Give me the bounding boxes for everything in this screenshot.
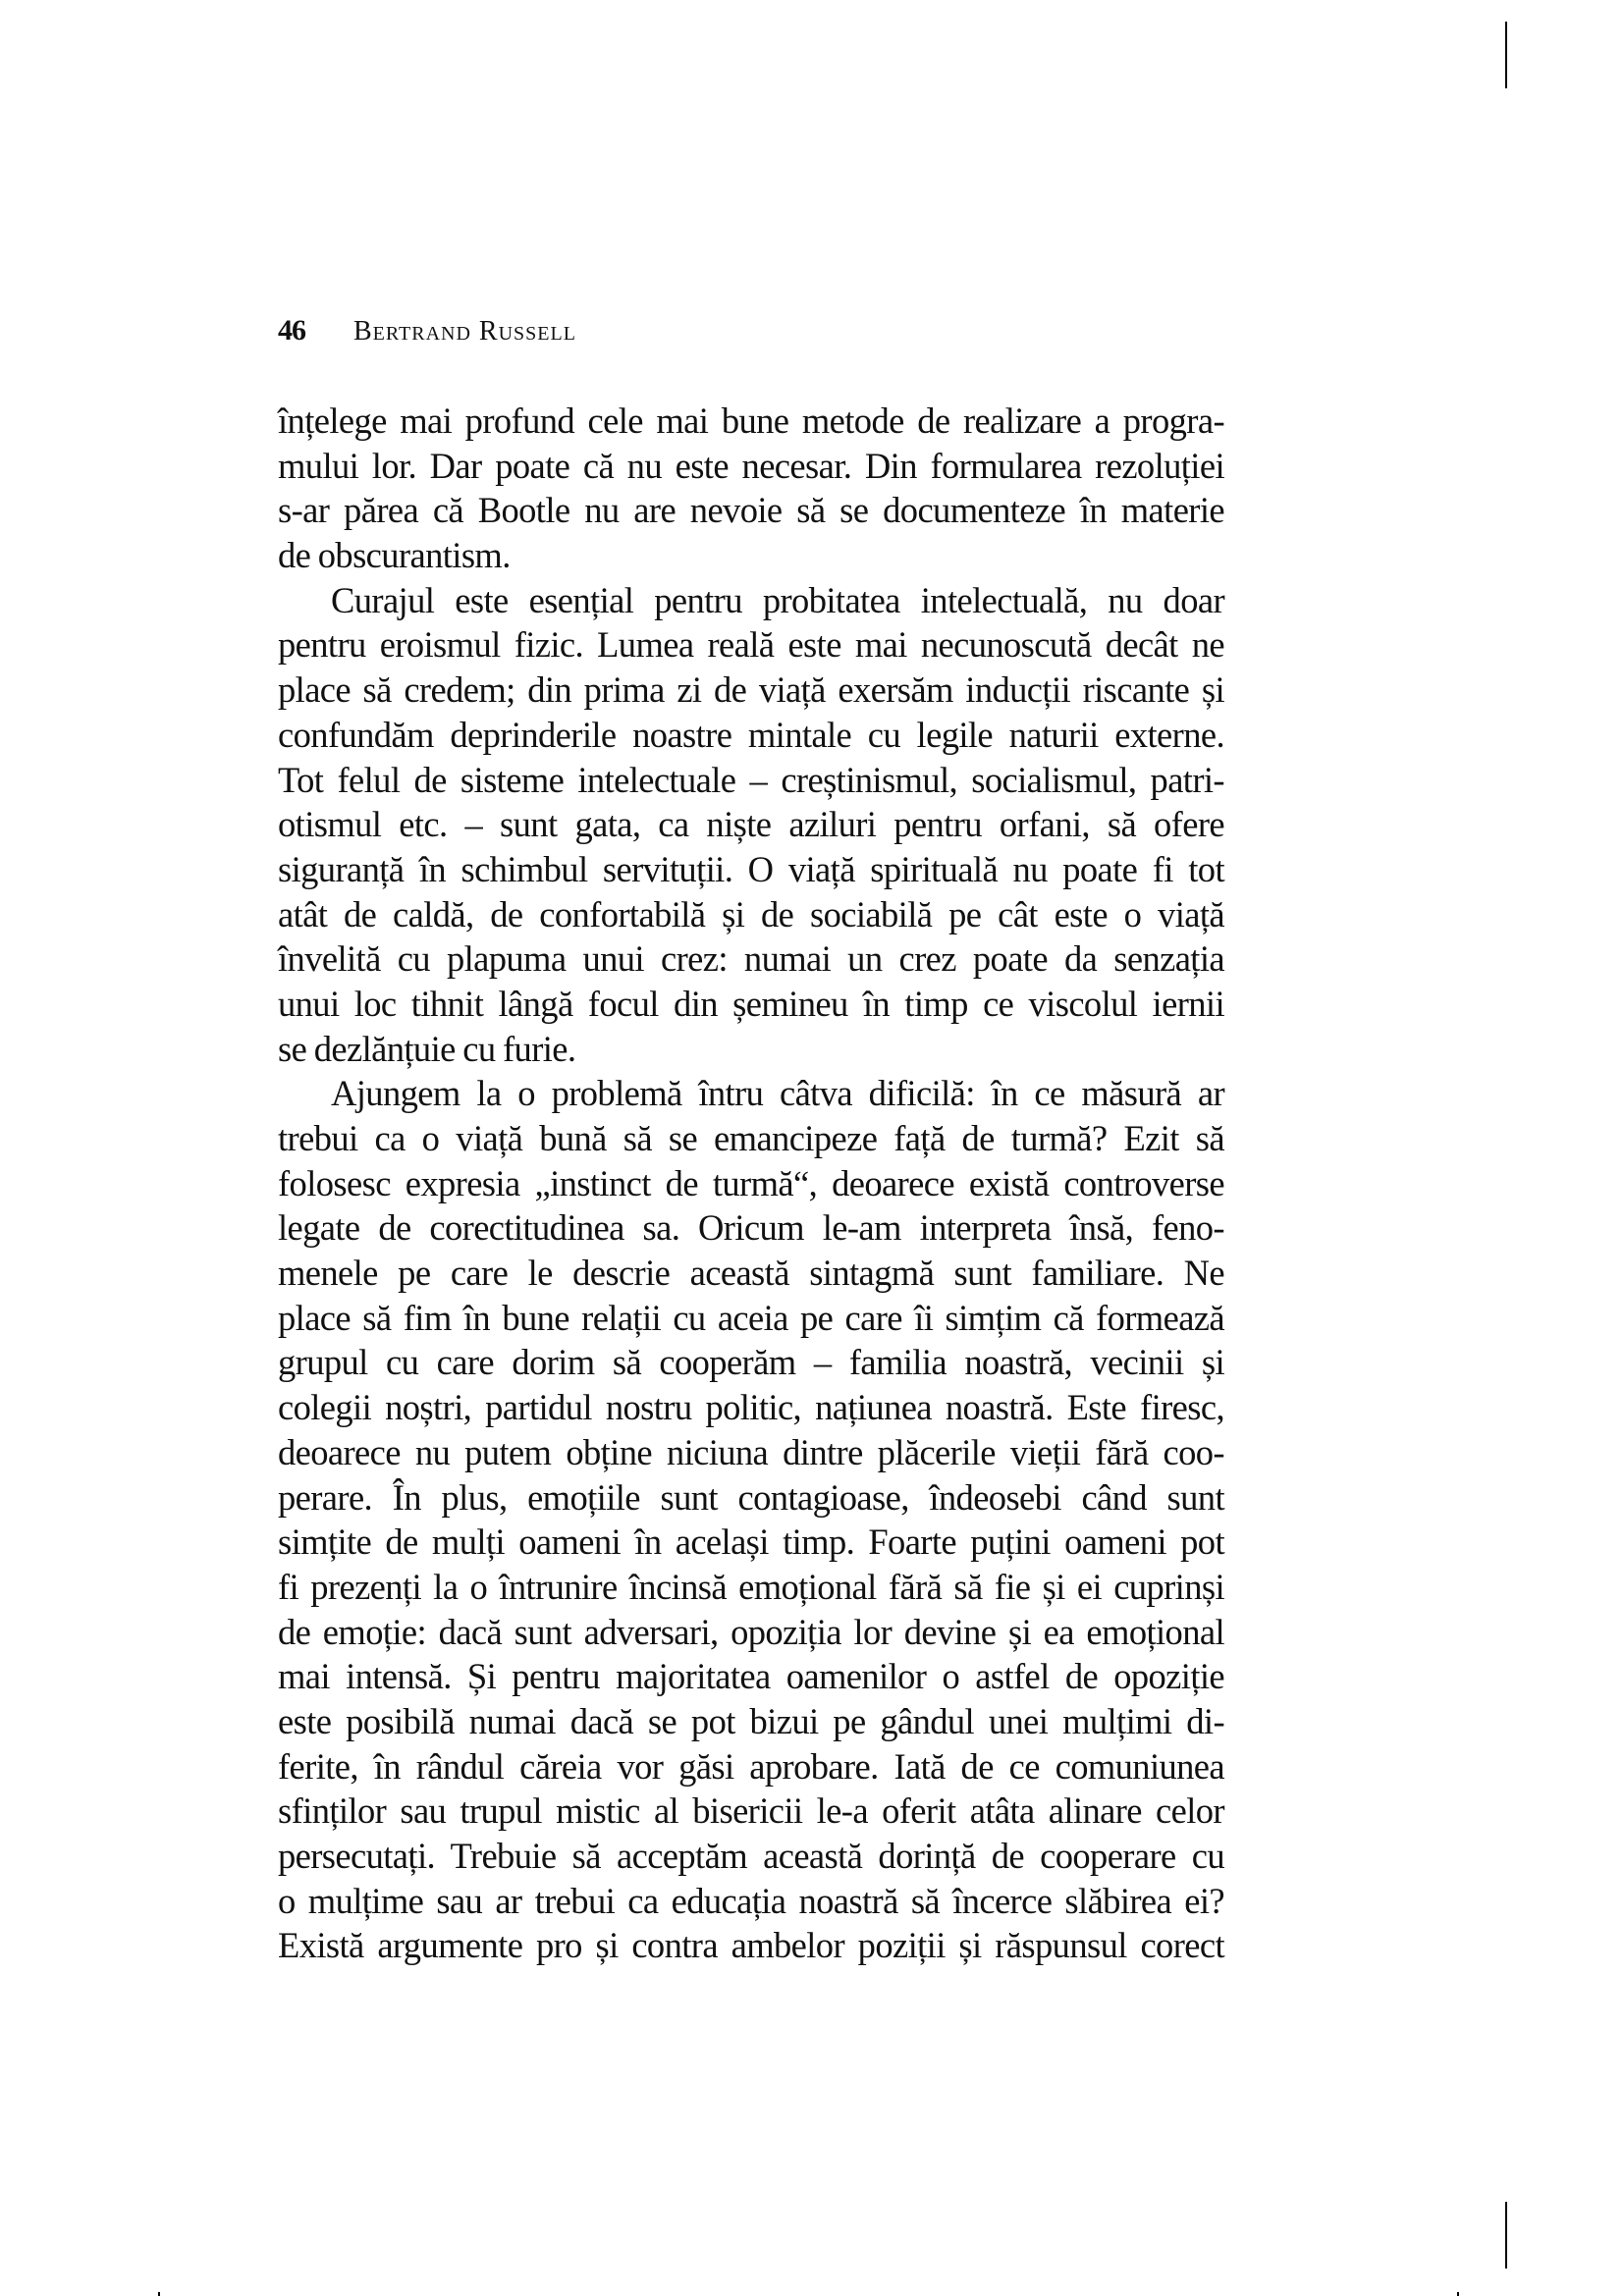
paragraph <box>278 578 1224 1072</box>
text-line: persecutați. Trebuie să acceptăm această dorință de cooperare cu <box>278 1836 1224 1876</box>
text-line: folosesc expresia „instinct de turmă“, deoarece există controverse <box>278 1162 1224 1203</box>
text-line: atât de caldă, de confortabilă și de sociabilă pe cât este o viață <box>278 893 1224 934</box>
text-line: ferite, în rândul căreia vor găsi aprobare. Iată de ce comuniunea <box>278 1745 1224 1787</box>
text-line: trebui ca o viață bună să se emancipeze față de turmă? Ezit să <box>278 1118 1224 1158</box>
crop-mark-bottom-right <box>1505 2202 1507 2269</box>
text-line: Există argumente pro și contra ambelor poziții și răspunsul corect <box>278 1925 1224 1966</box>
text-line: otismul etc. – sunt gata, ca niște aziluri pentru orfani, să ofere <box>278 804 1224 845</box>
text-line: Ajungem la o problemă întru câtva dificilă: în ce măsură ar <box>331 1073 1224 1114</box>
running-head <box>278 316 576 346</box>
text-line: este posibilă numai dacă se pot bizui pe gândul unei mulțimi di- <box>278 1700 1224 1741</box>
running-title: Bertrand Russell <box>353 316 576 347</box>
text-line: de obscurantism. <box>278 535 511 576</box>
crop-mark-top-right <box>1505 22 1507 88</box>
text-line: sfinților sau trupul mistic al bisericii le-a oferit atâta alinare celor <box>278 1790 1224 1832</box>
paragraph <box>278 399 1224 578</box>
text-line: învelită cu plapuma unui crez: numai un crez poate da senzația <box>278 938 1224 980</box>
text-line: Curajul este esențial pentru probitatea intelectuală, nu doar <box>331 579 1224 620</box>
crop-tick-bottom-left <box>158 2292 160 2296</box>
paragraph <box>278 1071 1224 1968</box>
text-line: grupul cu care dorim să cooperăm – familia noastră, vecinii și <box>278 1342 1224 1383</box>
page-number: 46 <box>278 314 305 347</box>
text-line: se dezlănțuie cu furie. <box>278 1028 576 1069</box>
text-line: colegii noștri, partidul nostru politic, națiunea noastră. Este firesc, <box>278 1387 1224 1428</box>
text-line: mului lor. Dar poate că nu este necesar. Din formularea rezoluției <box>278 445 1224 486</box>
text-line: simțite de mulți oameni în același timp. Foarte puțini oameni pot <box>278 1522 1224 1563</box>
text-line: siguranță în schimbul servituții. O viață spirituală nu poate fi tot <box>278 848 1224 889</box>
text-line: fi prezenți la o întrunire încinsă emoțional fără să fie și ei cuprinși <box>278 1566 1224 1607</box>
text-line: place să fim în bune relații cu aceia pe care îi simțim că formează <box>278 1297 1224 1338</box>
text-line: Tot felul de sisteme intelectuale – creștinismul, socialismul, patri- <box>278 759 1224 800</box>
text-line: confundăm deprinderile noastre mintale cu legile naturii externe. <box>278 714 1224 755</box>
text-line: place să credem; din prima zi de viață exersăm inducții riscante și <box>278 669 1224 711</box>
body-text <box>278 399 1224 1968</box>
text-line: s-ar părea că Bootle nu are nevoie să se documenteze în materie <box>278 490 1224 531</box>
text-line: o mulțime sau ar trebui ca educația noastră să încerce slăbirea ei? <box>278 1880 1224 1921</box>
text-line: perare. În plus, emoțiile sunt contagioase, îndeosebi când sunt <box>278 1476 1224 1518</box>
text-line: legate de corectitudinea sa. Oricum le-am interpreta însă, feno- <box>278 1207 1224 1249</box>
crop-tick-bottom-right <box>1457 2292 1459 2296</box>
text-line: deoarece nu putem obține niciuna dintre plăcerile vieții fără coo- <box>278 1431 1224 1472</box>
text-line: menele pe care le descrie această sintagmă sunt familiare. Ne <box>278 1253 1224 1294</box>
text-line: înțelege mai profund cele mai bune metode de realizare a progra- <box>278 400 1224 441</box>
text-line: unui loc tihnit lângă focul din șemineu în timp ce viscolul iernii <box>278 983 1224 1024</box>
text-line: pentru eroismul fizic. Lumea reală este mai necunoscută decât ne <box>278 624 1224 666</box>
text-line: mai intensă. Și pentru majoritatea oamenilor o astfel de opoziție <box>278 1656 1224 1697</box>
text-line: de emoție: dacă sunt adversari, opoziția lor devine și ea emoțional <box>278 1611 1224 1652</box>
